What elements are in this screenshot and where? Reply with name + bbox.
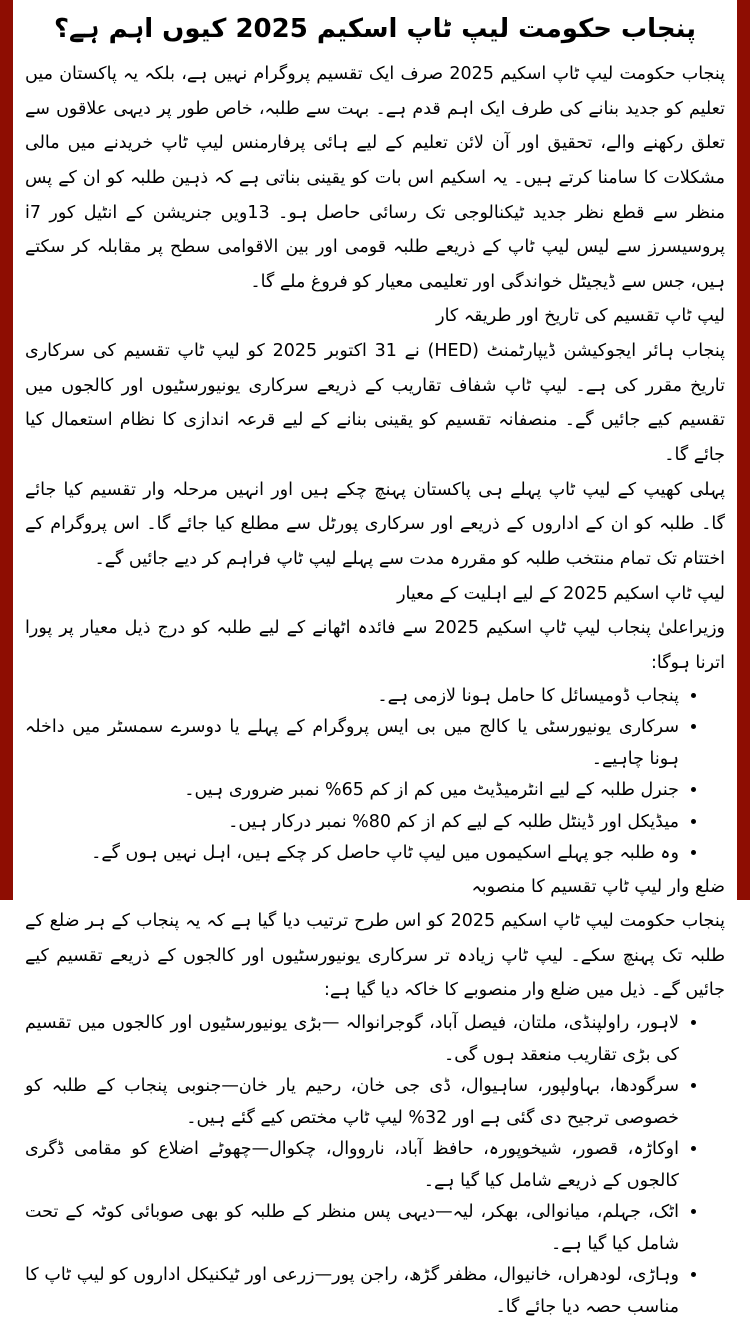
section-heading-distribution: لیپ ٹاپ تقسیم کی تاریخ اور طریقہ کار [436, 306, 725, 327]
right-page-border [737, 0, 750, 900]
list-item: • پنجاب ڈومیسائل کا حامل ہونا لازمی ہے۔ [25, 681, 679, 713]
list-item: • جنرل طلبہ کے لیے انٹرمیڈیٹ میں کم از کم 65% نمبر ضروری ہیں۔ [25, 775, 679, 807]
section-heading-district-plan: ضلع وار لیپ ٹاپ تقسیم کا منصوبہ [471, 876, 725, 897]
list-item: • وہ طلبہ جو پہلے اسکیموں میں لیپ ٹاپ حاصل کر چکے ہیں، اہل نہیں ہوں گے۔ [25, 838, 679, 870]
list-item: • اٹک، جہلم، میانوالی، بھکر، لیہ—دیہی پس منظر کے طلبہ کو بھی صوبائی کوٹہ کے تحت شامل کیا گیا ہے۔ [25, 1197, 679, 1260]
list-item: • میڈیکل اور ڈینٹل طلبہ کے لیے کم از کم 80% نمبر درکار ہیں۔ [25, 807, 679, 839]
list-item: • وہاڑی، لودھراں، خانیوال، مظفر گڑھ، راجن پور—زرعی اور ٹیکنیکل اداروں کو لیپ ٹاپ کا مناسب حصہ دیا جائے گا۔ [25, 1260, 679, 1323]
article-content [13, 0, 737, 1317]
district-plan-list [25, 1008, 725, 1323]
list-item: • سرگودھا، بہاولپور، ساہیوال، ڈی جی خان، رحیم یار خان—جنوبی پنجاب کے طلبہ کو خصوصی ترجیح دی گئی ہے اور 32% لیپ ٹاپ مختص کیے گئے ہیں۔ [25, 1071, 679, 1134]
eligibility-intro: وزیراعلیٰ پنجاب لیپ ٹاپ اسکیم 2025 سے فائدہ اٹھانے کے لیے طلبہ کو درج ذیل معیار پر پورا اترنا ہوگا: [25, 618, 725, 673]
district-plan-intro: پنجاب حکومت لیپ ٹاپ اسکیم 2025 کو اس طرح ترتیب دیا گیا ہے کہ یہ پنجاب کے ہر ضلع کے طلبہ تک پہنچ سکے۔ لیپ ٹاپ زیادہ تر سرکاری یونیورسٹیوں اور کالجوں کے ذریعے تقسیم کیے جائیں گے۔ ذیل میں ضلع وار منصوبے کا خاکہ دیا گیا ہے: [25, 911, 725, 1001]
list-item: • اوکاڑہ، قصور، شیخوپورہ، حافظ آباد، نارووال، چکوال—چھوٹے اضلاع کو مقامی ڈگری کالجوں کے ذریعے شامل کیا گیا ہے۔ [25, 1134, 679, 1197]
eligibility-criteria-list [25, 681, 725, 870]
list-item: • سرکاری یونیورسٹی یا کالج میں بی ایس پروگرام کے پہلے یا دوسرے سمسٹر میں داخلہ ہونا چاہیے۔ [25, 712, 679, 775]
distribution-paragraph-1: پنجاب ہائر ایجوکیشن ڈیپارٹمنٹ (HED) نے 31 اکتوبر 2025 کو لیپ ٹاپ تقسیم کی سرکاری تاریخ مقرر کی ہے۔ لیپ ٹاپ شفاف تقاریب کے ذریعے سرکاری یونیورسٹیوں اور کالجوں میں تقسیم کیے جائیں گے۔ منصفانہ تقسیم کو یقینی بنانے کے لیے قرعہ اندازی کا نظام استعمال کیا جائے گا۔ [25, 341, 725, 466]
distribution-paragraph-2: پہلی کھیپ کے لیپ ٹاپ پہلے ہی پاکستان پہنچ چکے ہیں اور انہیں مرحلہ وار تقسیم کیا جائے گا۔ طلبہ کو ان کے اداروں کے ذریعے اور سرکاری پورٹل سے مطلع کیا جائے گا۔ اس پروگرام کے اختتام تک تمام منتخب طلبہ کو مقررہ مدت سے پہلے لیپ ٹاپ فراہم کر دیے جائیں گے۔ [25, 479, 725, 569]
list-item: • لاہور، راولپنڈی، ملتان، فیصل آباد، گوجرانوالہ —بڑی یونیورسٹیوں اور کالجوں میں تقسیم کی بڑی تقاریب منعقد ہوں گی۔ [25, 1008, 679, 1071]
section-heading-eligibility: لیپ ٹاپ اسکیم 2025 کے لیے اہلیت کے معیار [397, 583, 725, 604]
intro-paragraph: پنجاب حکومت لیپ ٹاپ اسکیم 2025 صرف ایک تقسیم پروگرام نہیں ہے، بلکہ یہ پاکستان میں تعلیم کو جدید بنانے کی طرف ایک اہم قدم ہے۔ بہت سے طلبہ، خاص طور پر دیہی علاقوں سے تعلق رکھنے والے، تحقیق اور آن لائن تعلیم کے لیے ہائی پرفارمنس لیپ ٹاپ خریدنے میں مالی مشکلات کا سامنا کرتے ہیں۔ یہ اسکیم اس بات کو یقینی بناتی ہے کہ ذہین طلبہ کو ان کے پس منظر سے قطع نظر جدید ٹیکنالوجی تک رسائی حاصل ہو۔ 13ویں جنریشن کے انٹیل کور i7 پروسیسرز سے لیس لیپ ٹاپ کے ذریعے طلبہ قومی اور بین الاقوامی سطح پر مقابلہ کر سکتے ہیں، جس سے ڈیجیٹل خواندگی اور تعلیمی معیار کو فروغ ملے گا۔ [25, 64, 725, 292]
left-page-border [0, 0, 13, 900]
page-title: پنجاب حکومت لیپ ٹاپ اسکیم 2025 کیوں اہم ہے؟ [53, 14, 697, 44]
